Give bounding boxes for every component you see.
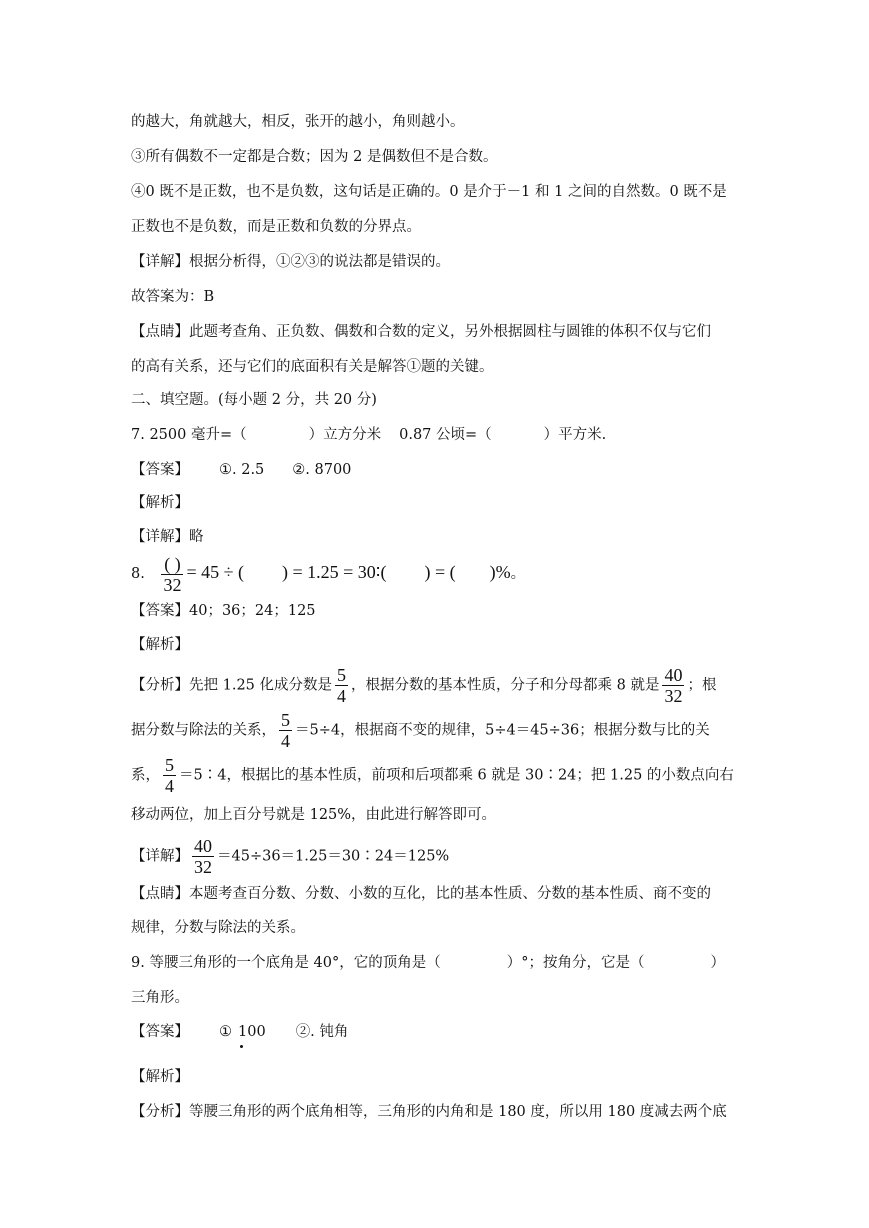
q8-analysis: 【解析】 (131, 637, 189, 653)
eq-part: ) = ( (424, 562, 456, 582)
q8-answer: 【答案】40；36；24；125 (131, 603, 316, 619)
text-line: 【点睛】此题考查角、正负数、偶数和合数的定义，另外根据圆柱与圆锥的体积不仅与它们 (131, 324, 711, 340)
answer-value: ②. 8700 (292, 462, 352, 478)
q9-fenxi: 【分析】等腰三角形的两个底角相等，三角形的内角和是 180 度，所以用 180 度减去两个底 (131, 1104, 727, 1120)
q7-part4: ）平方米. (543, 427, 607, 443)
q8-equation (186, 562, 510, 582)
q8-fenxi-line1 (131, 665, 716, 706)
text-span: 据分数与除法的关系， (131, 722, 276, 739)
answer-value: ①. 2.5 (219, 462, 265, 478)
q8-fenxi-line3 (131, 755, 734, 796)
q8-number: 8. (131, 566, 145, 582)
fraction-40-32 (192, 836, 214, 877)
answer-value: ① (219, 1024, 232, 1040)
q7-part2: ）立方分米 (308, 427, 382, 443)
text-span: 9. 等腰三角形的一个底角是 40°，它的顶角是（ (131, 955, 441, 971)
eq-part: = 45 ÷ ( (186, 562, 244, 582)
question-9-line2: 三角形。 (131, 990, 189, 1006)
q9-analysis: 【解析】 (131, 1069, 189, 1085)
q7-detail: 【详解】略 (131, 529, 204, 545)
text-span: 系， (131, 767, 160, 784)
text-span: 【详解】 (131, 848, 189, 865)
text-span: ＝5∶4，根据比的基本性质，前项和后项都乘 6 就是 30∶24；把 1.25 的小数点向右 (179, 767, 734, 784)
question-8 (131, 552, 525, 595)
text-span: ） (710, 955, 726, 971)
fraction-numerator: 5 (281, 710, 290, 730)
fraction-denominator: 4 (165, 776, 174, 796)
fraction-numerator: ( ) (164, 553, 181, 574)
text-line: 故答案为：B (131, 289, 215, 305)
eq-part: )% (489, 562, 511, 582)
text-span: ；根 (687, 677, 717, 694)
text-line: ③所有偶数不一定都是合数；因为 2 是偶数但不是合数。 (131, 149, 498, 165)
fraction-denominator: 32 (194, 857, 212, 877)
text-span: 【分析】先把 1.25 化成分数是 (131, 677, 333, 694)
fraction-40-32 (662, 665, 684, 706)
q7-answer (131, 460, 351, 480)
fraction-numerator: 5 (165, 755, 174, 775)
fraction-denominator: 32 (163, 574, 182, 595)
question-7 (131, 425, 606, 445)
fraction-5-4 (163, 755, 176, 796)
text-line: 的越大，角就越大，相反，张开的越小，角则越小。 (131, 114, 465, 130)
answer-label: 【答案】 (131, 462, 189, 478)
q7-part3: 0.87 公顷=（ (399, 427, 492, 443)
text-span: ＝5÷4，根据商不变的规律，5÷4＝45÷36；根据分数与比的关 (295, 722, 710, 739)
answer-value: ②. 钝角 (295, 1024, 349, 1040)
fraction-5-4 (335, 665, 348, 706)
fraction-denominator: 4 (337, 686, 347, 706)
fraction-numerator: 5 (337, 665, 347, 685)
answer-label: 【答案】 (131, 1024, 189, 1040)
q7-analysis: 【解析】 (131, 495, 189, 511)
fraction-denominator: 32 (664, 686, 683, 706)
eq-tail: 。 (510, 566, 526, 582)
text-line: 正数也不是负数，而是正数和负数的分界点。 (131, 219, 421, 235)
section-heading: 二、填空题。(每小题 2 分，共 20 分) (131, 392, 377, 408)
q8-fenxi-line4: 移动两位，加上百分号就是 125%，由此进行解答即可。 (131, 807, 497, 823)
q8-fraction (161, 554, 183, 595)
fraction-denominator: 4 (281, 731, 290, 751)
fraction-5-4 (279, 710, 292, 751)
q8-detail (131, 836, 449, 877)
q9-answer (131, 1022, 348, 1042)
q8-dianjing-line2: 规律，分数与除法的关系。 (131, 920, 305, 936)
q8-dianjing-line1: 【点睛】本题考查百分数、分数、小数的互化，比的基本性质、分数的基本性质、商不变的 (131, 886, 711, 902)
stray-dot (240, 1045, 243, 1048)
q8-fenxi-line2 (131, 710, 710, 751)
text-span: ，根据分数的基本性质，分子和分母都乘 8 就是 (351, 677, 660, 694)
text-span: ＝45÷36＝1.25＝30∶24＝125% (217, 848, 450, 865)
text-line: 【详解】根据分析得，①②③的说法都是错误的。 (131, 254, 450, 270)
text-line: 的高有关系，还与它们的底面积有关是解答①题的关键。 (131, 359, 494, 375)
fraction-numerator: 40 (664, 665, 683, 685)
answer-value: 100 (238, 1024, 266, 1040)
q7-part1: 7. 2500 毫升=（ (131, 427, 247, 443)
fraction-numerator: 40 (194, 836, 212, 856)
eq-part: ) = 1.25 = 30∶( (281, 562, 387, 582)
question-9-line1 (131, 953, 725, 973)
text-span: ）°；按角分，它是（ (506, 955, 645, 971)
text-line: ④0 既不是正数，也不是负数，这句话是正确的。0 是介于－1 和 1 之间的自然数。0 既不是 (131, 184, 727, 200)
